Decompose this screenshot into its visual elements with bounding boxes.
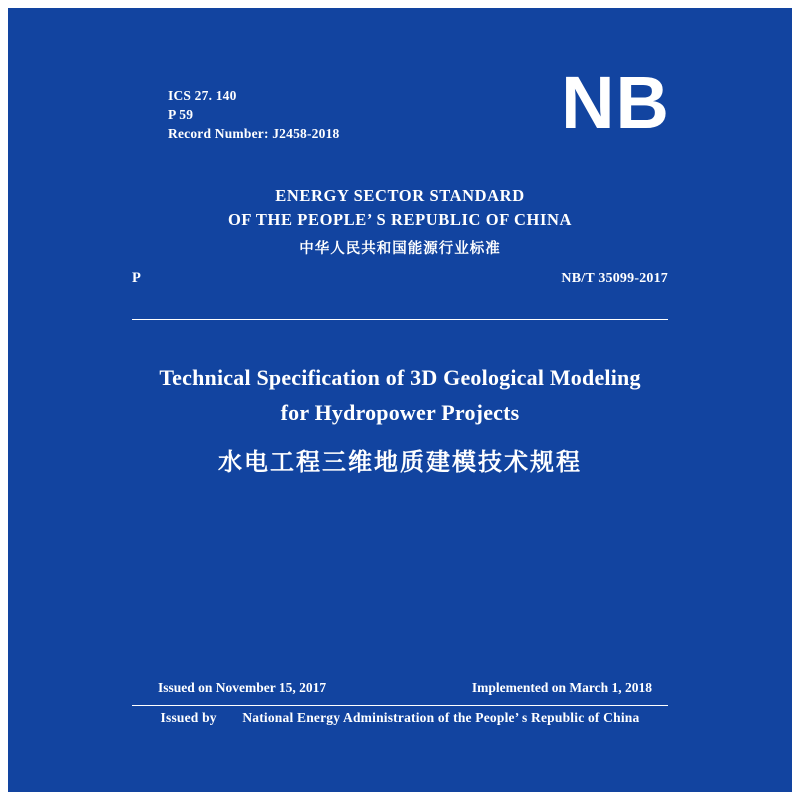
document-codes-block <box>168 86 339 143</box>
title-english-line-2: for Hydropower Projects <box>280 400 520 425</box>
issuer-row <box>8 710 792 726</box>
standard-number: NB/T 35099-2017 <box>561 271 668 286</box>
standard-cover-page <box>8 8 792 792</box>
divider-top <box>132 319 668 320</box>
issuer-organization: National Energy Administration of the People’ s Republic of China <box>242 710 640 725</box>
standard-authority-block <box>8 184 792 262</box>
title-english-line-1: Technical Specification of 3D Geological Modeling <box>159 365 641 390</box>
standard-line-english-2: OF THE PEOPLE’ S REPUBLIC OF CHINA <box>227 210 573 229</box>
title-chinese: 水电工程三维地质建模技术规程 <box>218 448 582 476</box>
issuer-label: Issued by <box>160 710 217 725</box>
divider-bottom <box>132 705 668 706</box>
nb-logo: NB <box>561 61 670 144</box>
standard-line-english-1: ENERGY SECTOR STANDARD <box>275 186 525 205</box>
classification-code: P 59 <box>168 107 194 122</box>
standard-number-row <box>132 270 668 287</box>
implemented-date: Implemented on March 1, 2018 <box>471 680 652 695</box>
dates-row <box>158 680 652 696</box>
ics-code: ICS 27. 140 <box>168 88 237 103</box>
standard-line-chinese: 中华人民共和国能源行业标准 <box>299 241 501 257</box>
issued-date: Issued on November 15, 2017 <box>158 680 327 695</box>
record-number: Record Number: J2458-2018 <box>168 126 340 141</box>
category-letter: P <box>132 270 141 286</box>
cover-content <box>8 8 792 792</box>
title-block <box>98 360 702 480</box>
